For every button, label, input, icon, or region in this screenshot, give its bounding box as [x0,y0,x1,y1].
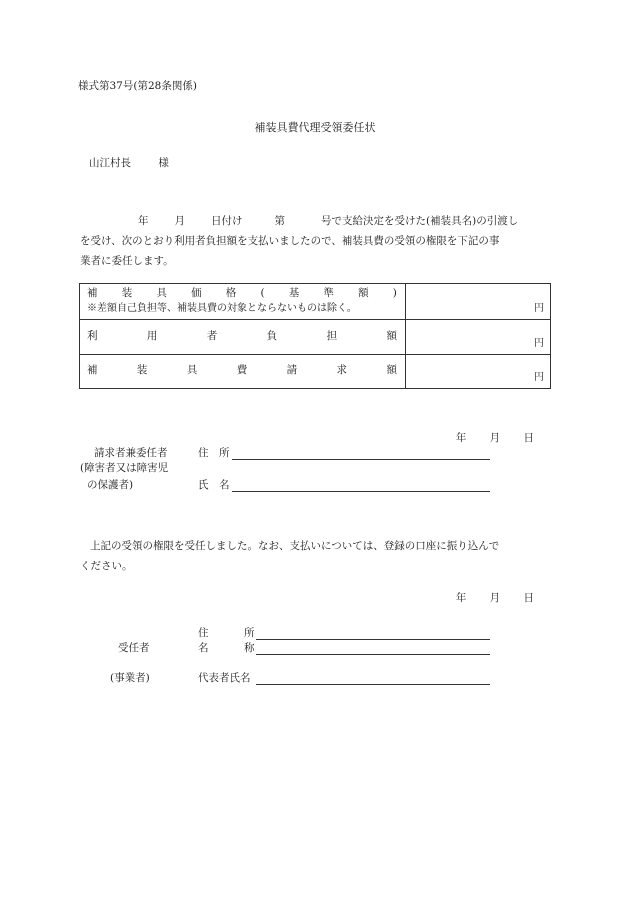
decision-number-prefix: 第 [274,215,285,227]
agent-address-label-a: 住 [198,627,209,639]
requester-date-month: 月 [489,432,501,444]
agent-business-label: (事業者) [110,672,150,684]
agent-date-day: 日 [523,592,534,604]
form-number: 様式第37号(第28条関係) [78,80,197,92]
requester-label-line-2: (障害者又は障害児 [80,462,169,474]
decision-month-label: 月 [174,215,185,227]
requester-address-line[interactable] [232,459,490,460]
agent-address-line[interactable] [256,639,490,640]
delegation-line-3: 業者に委任します。 [80,255,174,267]
requester-label-line-3: の保護者) [87,479,134,491]
yen-unit: 円 [534,303,544,314]
agent-label: 受任者 [118,642,150,654]
requester-name-label: 氏 名 [198,479,230,491]
user-burden-row [80,320,550,355]
requester-date-day: 日 [523,432,534,444]
device-price-row [80,284,550,320]
delegation-line-1 [80,211,550,231]
addressee [89,157,169,170]
delegation-line-2: を受け、次のとおり利用者負担額を支払いましたので、補装具費の受領の権限を下記の事 [80,235,500,247]
agent-name-label-a: 名 [198,642,209,654]
requester-name-line[interactable] [232,491,490,492]
decision-number-suffix: 号で支給決定を受けた(補装具名)の引渡し [321,215,519,227]
addressee-honorific: 様 [158,157,169,169]
claim-amount-label: 補 装 具 費 請 求 額 [80,355,406,388]
acceptance-line-2: ください。 [80,560,133,572]
agent-representative-line[interactable] [256,684,490,685]
requester-date-year: 年 [455,432,467,444]
decision-year-label: 年 [138,215,149,227]
agent-name-line[interactable] [256,654,490,655]
addressee-name: 山江村長 [89,157,131,169]
device-price-note: ※差額自己負担等、補装具費の対象とならないものは除く。 [87,303,357,314]
device-price-heading: 補 装 具 価 格 ( 基 準 額 ) [87,287,397,299]
delegation-paragraph [80,211,550,271]
acceptance-line-1: 上記の受領の権限を受任しました。なお、支払いについては、登録の口座に振り込んで [90,540,500,552]
agent-address-label-b: 所 [244,627,255,639]
agent-date-month: 月 [489,592,501,604]
document-title: 補装具費代理受領委任状 [254,121,376,134]
user-burden-label: 利 用 者 負 担 額 [80,320,406,354]
device-price-label [80,284,406,319]
amount-table [79,283,551,389]
decision-day-label: 日付け [211,215,243,227]
agent-date-year: 年 [455,592,467,604]
acceptance-paragraph [80,536,550,576]
agent-name-label-b: 称 [244,642,255,654]
yen-unit: 円 [534,338,544,349]
requester-label-line-1: 請求者兼委任者 [94,447,168,459]
requester-date [436,432,534,445]
agent-representative-label: 代表者氏名 [198,672,251,684]
yen-unit: 円 [534,372,544,383]
claim-amount-row [80,355,550,388]
agent-date [436,592,534,605]
requester-address-label: 住 所 [198,447,230,459]
